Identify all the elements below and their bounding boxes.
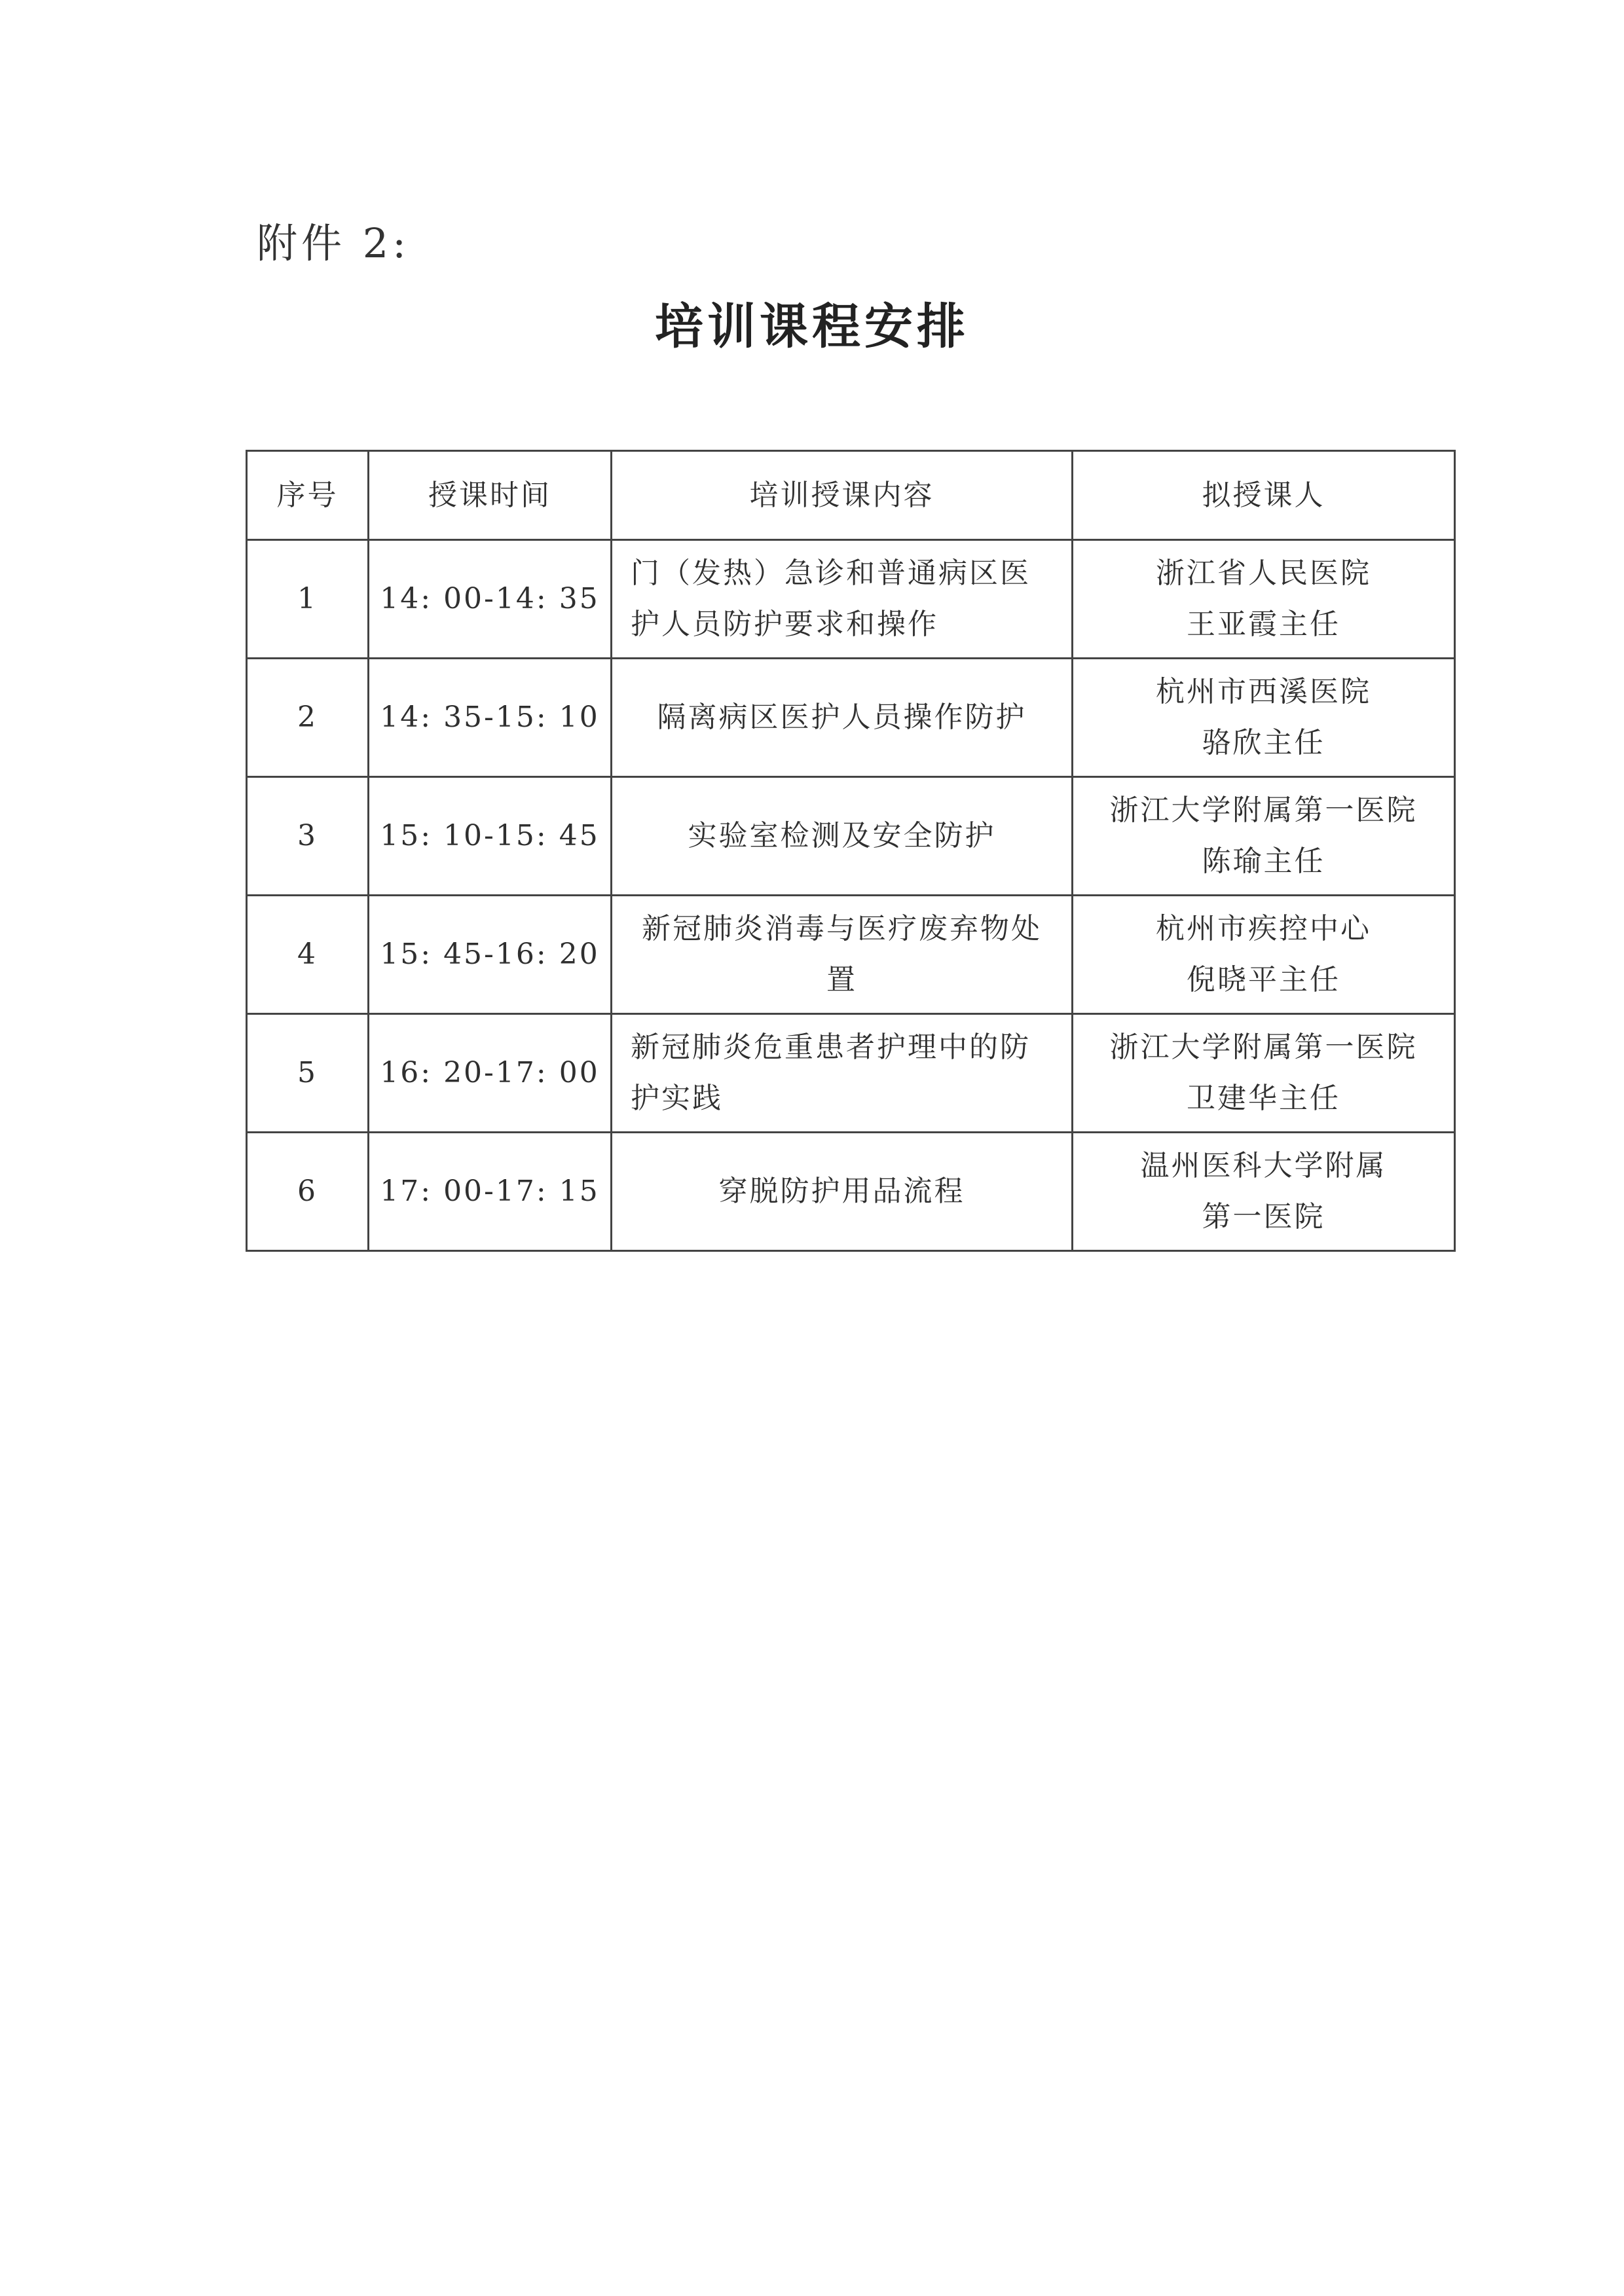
table-row (247, 1133, 1455, 1251)
lecturer-institution: 杭州市西溪医院 (1156, 675, 1371, 708)
cell-lecturer (1073, 896, 1455, 1014)
cell-content (612, 659, 1073, 777)
lecturer-institution-cont: 第一医院 (1202, 1200, 1325, 1233)
training-schedule-table (246, 450, 1456, 1252)
cell-time: 16: 20-17: 00 (369, 1014, 612, 1133)
cell-time: 17: 00-17: 15 (369, 1133, 612, 1251)
cell-lecturer (1073, 1014, 1455, 1133)
cell-seq: 5 (247, 1014, 369, 1133)
cell-time: 15: 10-15: 45 (369, 777, 612, 896)
cell-content (612, 1133, 1073, 1251)
cell-content-line: 实验室检测及安全防护 (688, 819, 996, 852)
cell-seq: 4 (247, 896, 369, 1014)
cell-content-line: 置 (826, 963, 857, 996)
cell-lecturer (1073, 540, 1455, 659)
lecturer-institution: 温州医科大学附属 (1140, 1149, 1387, 1182)
lecturer-name: 王亚霞主任 (1187, 608, 1340, 641)
cell-lecturer (1073, 777, 1455, 896)
attachment-label: 附件 2: (257, 219, 411, 267)
cell-content-line: 隔离病区医护人员操作防护 (657, 701, 1027, 734)
cell-time: 14: 35-15: 10 (369, 659, 612, 777)
cell-content-line: 护人员防护要求和操作 (631, 608, 938, 641)
cell-lecturer (1073, 659, 1455, 777)
cell-content-line: 护实践 (631, 1082, 723, 1115)
cell-content-line: 穿脱防护用品流程 (718, 1175, 965, 1208)
cell-content (612, 777, 1073, 896)
cell-seq: 1 (247, 540, 369, 659)
table-row (247, 540, 1455, 659)
cell-seq: 6 (247, 1133, 369, 1251)
table-row (247, 896, 1455, 1014)
cell-content (612, 1014, 1073, 1133)
lecturer-name: 倪晓平主任 (1187, 963, 1340, 996)
cell-seq: 3 (247, 777, 369, 896)
header-content: 培训授课内容 (612, 451, 1073, 540)
cell-time: 14: 00-14: 35 (369, 540, 612, 659)
cell-time: 15: 45-16: 20 (369, 896, 612, 1014)
header-lecturer: 拟授课人 (1073, 451, 1455, 540)
table-row (247, 1014, 1455, 1133)
table-row (247, 777, 1455, 896)
cell-seq: 2 (247, 659, 369, 777)
document-title: 培训课程安排 (655, 299, 969, 355)
cell-content (612, 540, 1073, 659)
lecturer-name: 陈瑜主任 (1202, 845, 1325, 878)
cell-content-line: 新冠肺炎危重患者护理中的防 (631, 1030, 1031, 1064)
lecturer-institution: 浙江大学附属第一医院 (1109, 1030, 1418, 1064)
cell-content-line: 新冠肺炎消毒与医疗废弃物处 (642, 912, 1042, 945)
header-seq: 序号 (247, 451, 369, 540)
cell-content (612, 896, 1073, 1014)
lecturer-name: 卫建华主任 (1187, 1082, 1340, 1115)
cell-lecturer (1073, 1133, 1455, 1251)
lecturer-institution: 杭州市疾控中心 (1156, 912, 1371, 945)
lecturer-name: 骆欣主任 (1202, 726, 1325, 759)
lecturer-institution: 浙江大学附属第一医院 (1109, 793, 1418, 827)
table-row (247, 659, 1455, 777)
lecturer-institution: 浙江省人民医院 (1156, 556, 1371, 590)
table-header-row (247, 451, 1455, 540)
header-time: 授课时间 (369, 451, 612, 540)
cell-content-line: 门（发热）急诊和普通病区医 (631, 556, 1031, 590)
